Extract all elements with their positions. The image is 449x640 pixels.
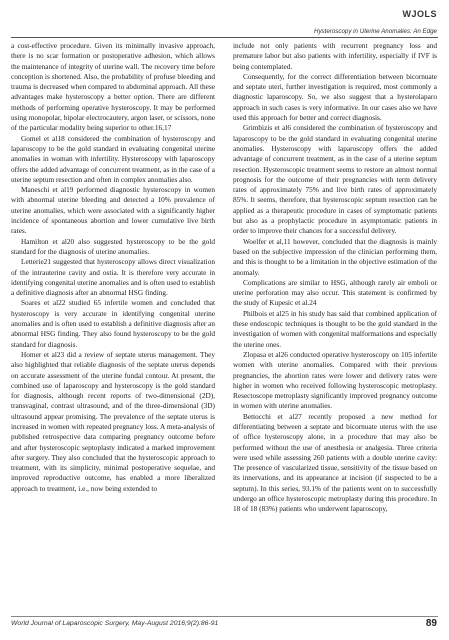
paragraph: include not only patients with recurrent pregnancy loss and premature labor but also patients with infertility, especially if IVF is being contemplated. [233,41,437,71]
paragraph: Woelfer et al,11 however, concluded that the diagnosis is mainly based on the subjective impression of the clinician performing them, and this is thought to be a limitation in the objective estimation of the anomaly. [233,236,437,277]
footer-journal-citation: World Journal of Laparoscopic Surgery, May-August 2016;9(2):86-91 [11,620,219,627]
footer-rule [11,616,438,617]
paragraph: Zlopasa et al26 conducted operative hysteroscopy on 105 infertile women with uterine anomalies. Compared with their previous pregnancies, the abortion rates were lower and delivery rates were higher in women who received following hysteroscopic metroplasty. Resectoscope metroplasty significantly improved pregnancy outcome in women with uterine anomalies. [233,349,437,411]
paragraph: Homer et al23 did a review of septate uterus management. They also highlighted that reliable diagnosis of the septate uterus depends on accurate assessment of the uterine fundal contour. At present, the combined use of laparoscopy and hysteroscopy is the gold standard for diagnosis, although recent reports of two-dimensional (2D), transvaginal, contrast ultrasound, and of the three-dimensional (3D) ultrasound appear promising. The prevalence of the septate uterus is increased in women with repeated pregnancy loss. A meta-analysis of published retrospective data comparing pregnancy outcome before and after hysteroscopic septoplasty indicated a marked improvement after surgery. They also concluded that the hysteroscopic approach to treatment, with its simplicity, minimal postoperative sequelae, and improved reproductive outcome, has enabled a more liberalized approach to treatment, i.e., now being extended to [11,349,215,493]
paragraph: Soares et al22 studied 65 infertile women and concluded that hysteroscopy is very accurate in identifying congenital uterine anomalies and is often used to establish a definitive diagnosis after an abnormal HSG finding. They also found hysteroscopy to be the gold standard for diagnosis. [11,298,215,349]
paragraph: Philbois et al25 in his study has said that combined application of these endoscopic techniques is thought to be the gold standard in the investigation of women with congenital malformations and especially the uterine ones. [233,308,437,349]
paragraph: Bettocchi et al27 recently proposed a new method for differentiating between a septate and bicornuate uterus with the use of office hysteroscopy alone, in a procedure that may also be performed without the use of anesthesia or analgesia. Three criteria were used while assessing 260 patients with a double uterine cavity: The presence of vascularized tissue, sensitivity of the tissue based on its innervations, and its appearance at incision (if suspected to be a septum). In this series, 93.1% of the patients went on to successfully undergo an office hysteroscopic metroplasty during this procedure. In 18 of 18 (83%) patients who underwent laparoscopy, [233,411,437,514]
paragraph: Hamilton et al20 also suggested hysteroscopy to be the gold standard for the diagnosis of uterine anomalies. [11,236,215,256]
right-column [233,41,437,515]
journal-tag: WJOLS [402,9,437,19]
paragraph: a cost-effective procedure. Given its minimally invasive approach, there is no scar formation or postoperative adhesion, which allows the maintenance of integrity of uterine wall. The recovery time before conception is shortened. Also, the probability of profuse bleeding and trauma is decreased when compared to abdominal approach. All these advantages make hysteroscopy a better option. There are different methods of performing operative hysteroscopy. It may be performed using monopolar, bipolar electrocautery, argon laser, or scissors, none of the particular modality being superior to other.16,17 [11,41,215,133]
paragraph: Gomel et al18 considered the combination of hysteroscopy and laparoscopy to be the gold standard in evaluating congenital uterine anomalies in woman with infertility. Hysteroscopy with laparoscopy offers the added advantage of concurrent treatment, as in the case of a uterine septum resection and often in complex anomalies also. [11,133,215,184]
paragraph: Complications are similar to HSG, although rarely air emboli or uterine perforation may also occur. This statement is confirmed by the study of Kupesic et al.24 [233,277,437,308]
paragraph: Grimbizis et al6 considered the combination of hysteroscopy and laparoscopy to be the gold standard in evaluating congenital uterine anomalies. Hysteroscopy with laparoscopy offers the added advantage of concurrent treatment, as in the case of a uterine septum resection. Hysteroscopic treatment seems to restore an almost normal prognosis for the outcome of their pregnancies with term delivery rates of approximately 75% and live birth rates of approximately 85%. It seems, therefore, that hysteroscopic septum resection can be applied as a therapeutic procedure in cases of symptomatic patients but also as a prophylactic procedure in asymptomatic patients in order to improve their chances for a successful delivery. [233,123,437,236]
running-title: Hysteroscopy in Uterine Anomalies: An Edge [313,28,437,35]
header-rule [11,37,438,38]
paragraph: Letterie21 suggested that hysteroscopy allows direct visualization of the intrauterine cavity and ostia. It is therefore very accurate in identifying congenital uterine anomalies and is often used to establish a definitive diagnosis after an abnormal HSG finding. [11,257,215,298]
paragraph: Consequently, for the correct differentiation between bicornuate and septate uteri, further investigation is required, most commonly a diagnostic laparoscopy. So, we also suggest that a hysterolaparo approach in such cases is very informative. In our cases also we have used this approach for better and correct diagnosis. [233,71,437,123]
paragraph: Maneschi et al19 performed diagnostic hysteroscopy in women with abnormal uterine bleeding and detected a 10% prevalence of uterine anomalies, which were associated with a significantly higher incidence of spontaneous abortion and lower cumulative live birth rates. [11,185,215,236]
page-number: 89 [425,618,437,629]
left-column [11,41,215,494]
